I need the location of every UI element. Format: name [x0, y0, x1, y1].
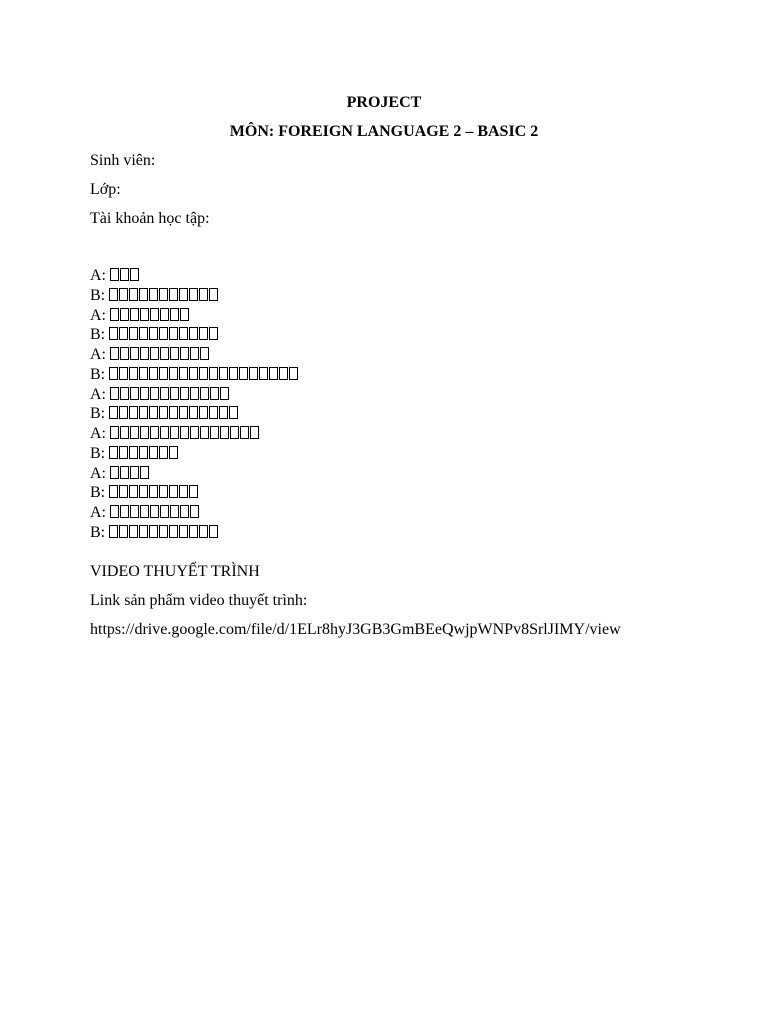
missing-glyph-text [109, 287, 219, 304]
missing-glyph-text [109, 524, 219, 541]
dialogue-line [90, 523, 299, 543]
dialogue-speaker: B: [90, 405, 106, 423]
dialogue-line [90, 464, 299, 484]
missing-glyph-text [110, 267, 140, 284]
document-subtitle: MÔN: FOREIGN LANGUAGE 2 – BASIC 2 [229, 123, 539, 140]
dialogue-line [90, 325, 299, 345]
dialogue-line [90, 266, 299, 286]
dialogue-speaker: B: [90, 365, 106, 383]
missing-glyph-text [109, 484, 199, 501]
dialogue-line [90, 385, 299, 405]
dialogue-speaker: B: [90, 286, 106, 304]
dialogue-speaker: A: [90, 267, 106, 284]
missing-glyph-text [110, 346, 210, 363]
dialogue-speaker: B: [90, 444, 106, 462]
missing-glyph-text [110, 307, 190, 324]
missing-glyph-text [110, 386, 230, 403]
dialogue-line [90, 306, 299, 326]
video-link[interactable]: https://drive.google.com/file/d/1ELr8hyJ3GB3GmBEeQwjpWNPv8SrlJIMY/view [90, 621, 621, 638]
dialogue-speaker: B: [90, 523, 106, 541]
document-title: PROJECT [346, 94, 422, 111]
dialogue-speaker: A: [90, 346, 106, 363]
dialogue-line [90, 503, 299, 523]
video-link-label: Link sản phẩm video thuyết trình: [90, 592, 308, 609]
dialogue-speaker: A: [90, 306, 106, 324]
dialogue-list [90, 266, 299, 543]
dialogue-line [90, 444, 299, 464]
account-label: Tài khoản học tập: [90, 210, 210, 227]
dialogue-line [90, 345, 299, 365]
dialogue-line [90, 286, 299, 306]
missing-glyph-text [109, 326, 219, 343]
dialogue-speaker: A: [90, 504, 106, 521]
missing-glyph-text [110, 425, 260, 442]
dialogue-speaker: B: [90, 326, 106, 344]
dialogue-speaker: A: [90, 464, 106, 482]
missing-glyph-text [109, 405, 239, 422]
missing-glyph-text [110, 504, 200, 521]
missing-glyph-text [110, 465, 150, 482]
dialogue-line [90, 483, 299, 503]
dialogue-speaker: A: [90, 425, 106, 442]
dialogue-speaker: A: [90, 385, 106, 403]
student-label: Sinh viên: [90, 152, 156, 169]
dialogue-line [90, 365, 299, 385]
missing-glyph-text [109, 366, 299, 383]
dialogue-line [90, 424, 299, 444]
missing-glyph-text [109, 445, 179, 462]
class-label: Lớp: [90, 181, 121, 198]
dialogue-line [90, 404, 299, 424]
dialogue-speaker: B: [90, 484, 106, 502]
video-heading: VIDEO THUYẾT TRÌNH [90, 563, 260, 580]
